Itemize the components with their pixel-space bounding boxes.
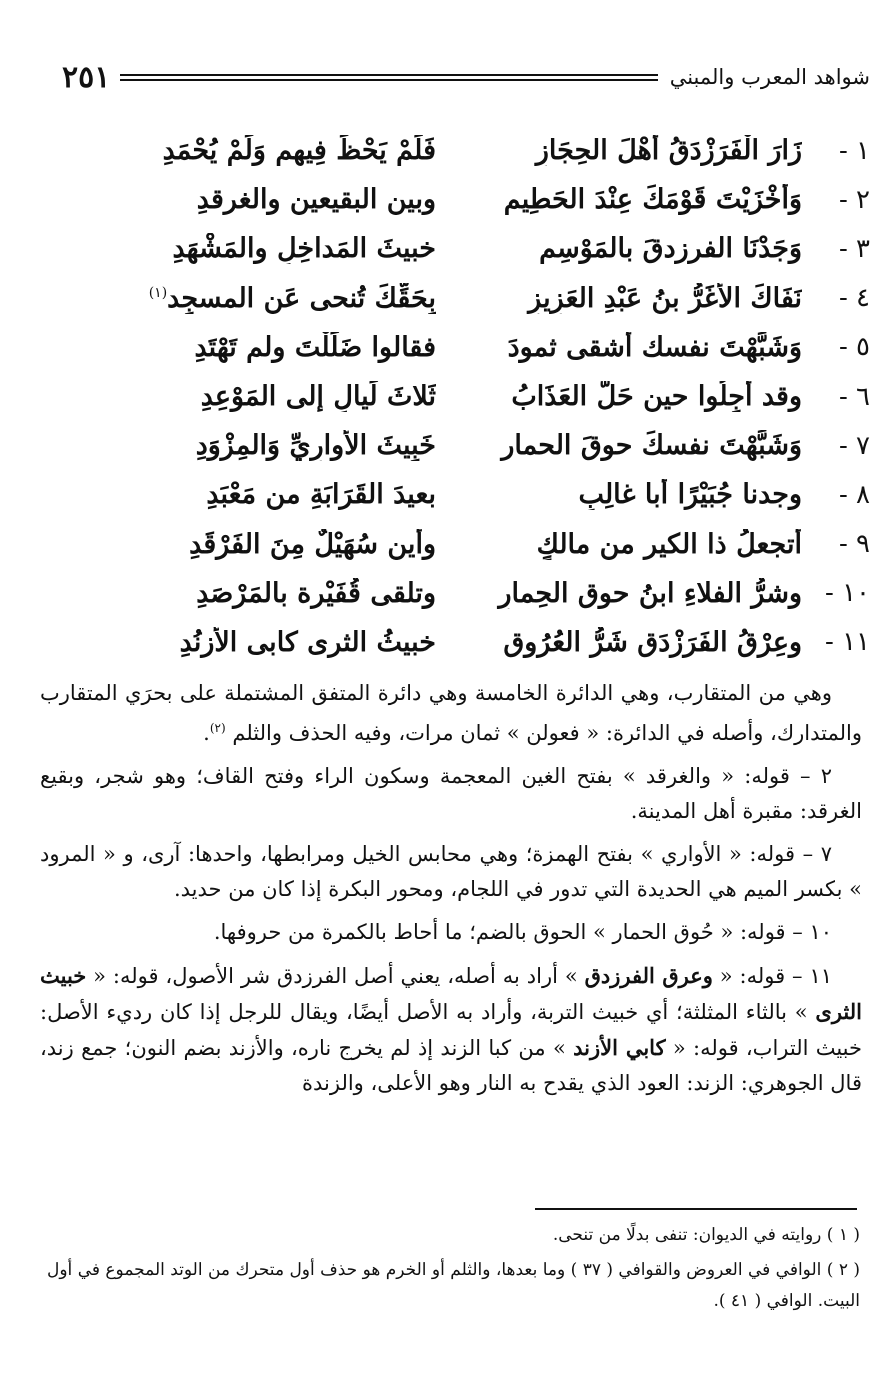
footnote-2: ( ٢ ) الوافي في العروض والقوافي ( ٣٧ ) وما بعدها، والثلم أو الخرم هو حذف أول متحرك من الوتد المجموع في أول البيت. الوافي ( ٤١ ). (47, 1260, 860, 1311)
verse-second-text: خبيثَ المَداخِلِ والمَشْهَدِ (172, 233, 436, 265)
verse-second-hemistich (100, 479, 436, 510)
commentary-paragraph: ٧ – قوله: « الأواري » بفتح الهمزة؛ وهي محابس الخيل ومرابطها، واحدها: آرى، و « المرود » بكسر الميم هي الحديدة التي تدور في اللجام، ومحور البكرة إذا كان من حديد. (40, 842, 862, 901)
verse-number: ٥ - (838, 332, 870, 363)
quoted-term: وعرق الفرزدق (584, 963, 713, 988)
verse-first-hemistich: زَارَ الْفَرَزْدَقُ أَهْلَ الحِجَازِ (535, 135, 802, 167)
verse-row (100, 224, 870, 273)
text-span: » من كبا الزند إذ لم يخرج ناره، والأزند بضم النون؛ جمع زند، قال الجوهري: الزند: العود الذي يقدح به النار وهو الأعلى، والزندة (40, 1036, 862, 1095)
verse-number: ٩ - (838, 529, 870, 560)
running-title: شواهد المعرب والمبني (669, 65, 870, 89)
commentary-paragraph (40, 958, 862, 1101)
verse-first-hemistich: وقد أُجِلُوا حين حَلّ العَذَابُ (511, 381, 802, 413)
commentary-paragraph: ١٠ – قوله: « حُوق الحمار » الحوق بالضم؛ ما أحاط بالكمرة من حروفها. (213, 920, 832, 944)
footnote-1: ( ١ ) روايته في الديوان: تنفى بدلًا من تنحى. (552, 1225, 860, 1245)
verse-second-hemistich (100, 381, 436, 412)
verse-number: ٢ - (838, 184, 870, 215)
verse-row (100, 569, 870, 618)
commentary (40, 676, 862, 1109)
verse-number: ٦ - (838, 381, 870, 412)
verse-number: ١٠ - (825, 578, 870, 609)
verse-second-hemistich (100, 529, 436, 560)
verse-number: ٧ - (838, 430, 870, 461)
verse-first-hemistich: نَفَاكَ الأَغَرُّ بنُ عَبْدِ العَزِيزِ (528, 282, 802, 314)
footnote-marker: (٢) (209, 721, 226, 735)
quoted-term: كابي الأزند (573, 1035, 666, 1060)
verse-second-text: ثَلاثَ لَيالٍ إلى المَوْعِدِ (200, 381, 436, 413)
verse-second-text: خبيثُ الثرى كابى الأزنُدِ (179, 626, 436, 658)
meter-note-text: وهي من المتقارب، وهي الدائرة الخامسة وهي دائرة المتفق المشتملة على بحرَي المتقارب والمتدارك، وأصله في الدائرة: « فعولن » ثمان مرات، وفيه الحذف والثلم (40, 681, 862, 745)
commentary-paragraph: ٢ – قوله: « والغرقد » بفتح الغين المعجمة وسكون الراء وفتح القاف؛ وهو شجر، وبقيع الغرقد: مقبرة أهل المدينة. (40, 764, 862, 823)
verse-footnote-marker: (١) (148, 284, 168, 301)
text-span: » بالثاء المثلثة؛ أي خبيث التربة، وأراد به الأصل أيضًا، ويقال للرجل إذا كان رديء الأصل: خبيث التراب، قوله: « (40, 1000, 863, 1060)
verse-second-hemistich (100, 283, 436, 314)
verse-second-text: وبين البقيعين والغرقدِ (196, 184, 436, 216)
text-span: ١١ – قوله: « (712, 964, 832, 988)
verse-row (100, 126, 870, 175)
header-rule (120, 74, 657, 81)
verse-second-text: وأين سُهَيْلٌ مِنَ الفَرْقَدِ (189, 528, 436, 560)
verse-first-hemistich: وَجَدْنَا الفرزدقَ بالمَوْسِمِ (539, 233, 802, 265)
page-number: ٢٥١ (62, 59, 111, 95)
verse-row (100, 274, 870, 323)
commentary-paragraph: وهي من المتقارب، وهي الدائرة الخامسة وهي دائرة المتفق المشتملة على بحرَي المتقارب والمتدارك، وأصله في الدائرة: « فعولن » ثمان مرات، وفيه الحذف والثلم $^{(٢)}$. (40, 681, 862, 745)
verse-number: ٨ - (838, 479, 870, 510)
verse-row (100, 323, 870, 372)
poem-verses (100, 126, 870, 667)
verse-first-hemistich: وَشَبَّهْتَ نفسكَ حوقَ الحمار (501, 430, 802, 462)
verse-row (100, 421, 870, 470)
verse-first-hemistich: وَشَبَّهْتَ نفسك أشقى ثمودَ (507, 331, 802, 363)
verse-row (100, 618, 870, 667)
verse-first-hemistich: وَأَخْزَيْتَ قَوْمَكَ عِنْدَ الحَطِيمِ (503, 184, 802, 216)
verse-second-text: بِحَقِّكَ تُنحى عَن المسجِد (167, 282, 436, 314)
verse-second-hemistich (100, 627, 436, 658)
text-span: » أراد به أصله، يعني أصل الفرزدق شر الأصول، قوله: « (86, 964, 585, 988)
verse-first-hemistich: أتجعلُ ذا الكير من مالكٍ (536, 528, 802, 560)
verse-number: ١١ - (825, 627, 870, 658)
verse-row (100, 470, 870, 519)
verse-second-text: وتلقى قُفَيْرة بالمَرْصَدِ (196, 577, 436, 609)
verse-row (100, 175, 870, 224)
verse-second-hemistich (100, 332, 436, 363)
quoted-term: خبيث الثرى (40, 963, 862, 1024)
page-header (62, 60, 870, 94)
verse-second-hemistich (100, 578, 436, 609)
verse-second-text: خَبِيثَ الأَوارِيِّ وَالمِزْوَدِ (195, 430, 436, 462)
verse-first-hemistich: وشرُّ الفلاءِ ابنُ حوقِ الحِمارِ (498, 577, 802, 609)
verse-second-hemistich (100, 135, 436, 166)
verse-second-text: فَلَمْ يَحْظَ فِيهِم وَلَمْ يُحْمَدِ (162, 135, 436, 167)
verse-row (100, 520, 870, 569)
verse-number: ١ - (838, 135, 870, 166)
verse-second-hemistich (100, 430, 436, 461)
verse-number: ٤ - (838, 283, 870, 314)
verse-second-text: فقالوا ضَلَلْتَ ولم تَهْتَدِ (194, 331, 436, 363)
verse-first-hemistich: وعِرْقُ الفَرَزْدَقِ شَرُّ العُرُوقِ (503, 626, 802, 658)
verse-first-hemistich: وجدنا جُبَيْرًا أبا غالِبِ (578, 479, 802, 511)
footnote-rule (535, 1208, 857, 1210)
verse-row (100, 372, 870, 421)
verse-second-hemistich (100, 233, 436, 264)
verse-second-text: بعيدَ القَرَابَةِ من مَعْبَدِ (206, 479, 436, 511)
verse-second-hemistich (100, 184, 436, 215)
verse-number: ٣ - (838, 233, 870, 264)
footnotes (30, 1220, 860, 1321)
